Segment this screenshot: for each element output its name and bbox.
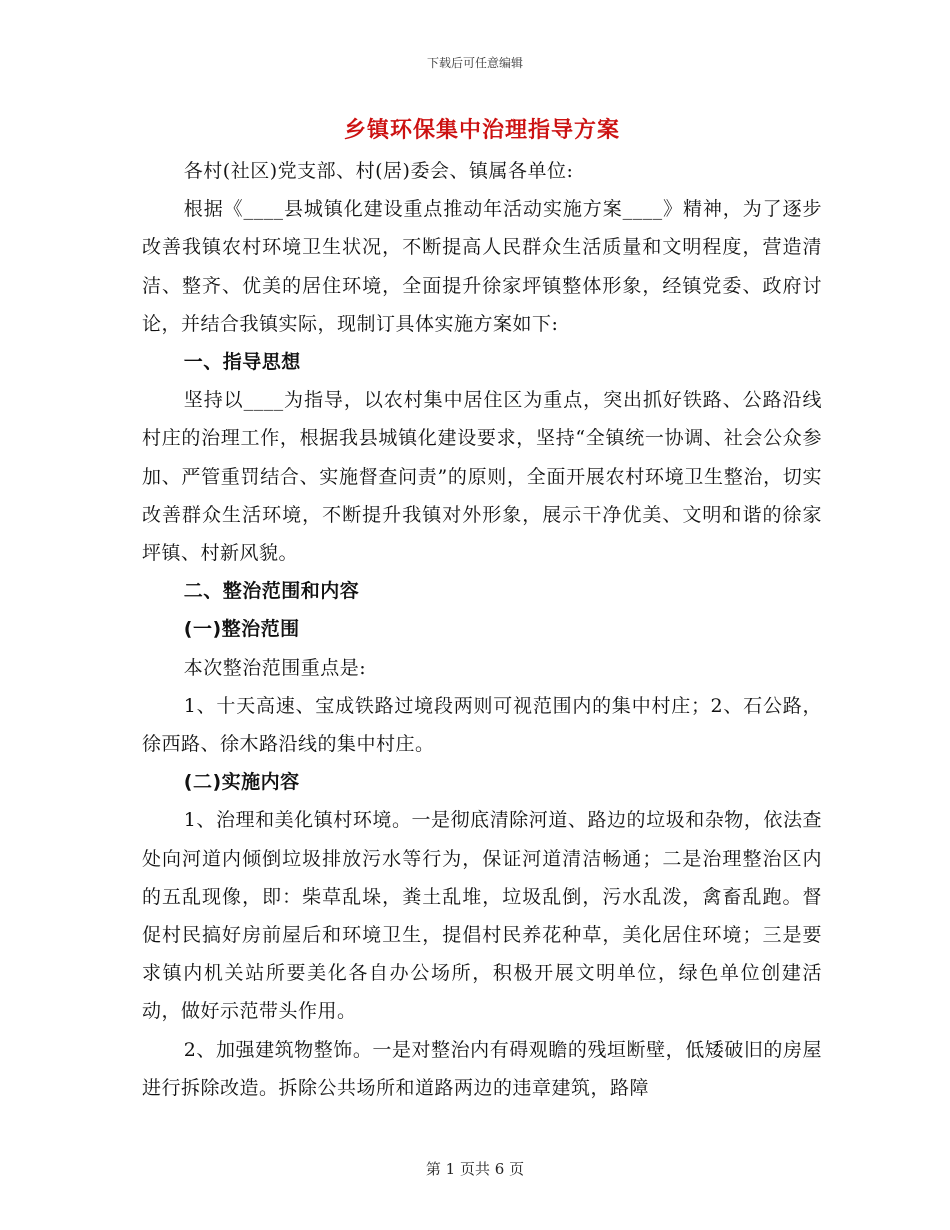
intro-paragraph: 根据《____县城镇化建设重点推动年活动实施方案____》精神，为了逐步改善我镇农村环境卫生状况，不断提高人民群众生活质量和文明程度，营造清洁、整齐、优美的居住环境，全面提升徐家坪镇整体形象，经镇党委、政府讨论，并结合我镇实际，现制订具体实施方案如下: — [142, 198, 822, 335]
document-body — [142, 108, 822, 1107]
salutation: 各村(社区)党支部、村(居)委会、镇属各单位: — [183, 160, 574, 182]
implementation-paragraph-2: 2、加强建筑物整饰。一是对整治内有碍观瞻的残垣断壁，低矮破旧的房屋进行拆除改造。拆除公共场所和道路两边的违章建筑，路障 — [142, 1038, 822, 1099]
section-heading-scope-content: 二、整治范围和内容 — [183, 580, 360, 603]
section-heading-guiding-principle: 一、指导思想 — [183, 351, 301, 374]
page-footer: 第 1 页共 6 页 — [425, 1160, 525, 1178]
scope-list-paragraph: 1、十天高速、宝成铁路过境段两则可视范围内的集中村庄；2、石公路，徐西路、徐木路沿线的集中村庄。 — [142, 694, 822, 756]
subsection-heading-implementation: (二)实施内容 — [183, 771, 300, 794]
guiding-principle-paragraph: 坚持以____为指导，以农村集中居住区为重点，突出抓好铁路、公路沿线村庄的治理工作，根据我县城镇化建设要求，坚持“全镇统一协调、社会公众参加、严管重罚结合、实施督查问责”的原则，全面开展农村环境卫生整治，切实改善群众生活环境，不断提升我镇对外形象，展示干净优美、文明和谐的徐家坪镇、村新风貌。 — [142, 389, 822, 565]
subsection-heading-scope: (一)整治范围 — [183, 618, 300, 641]
implementation-paragraph-1: 1、治理和美化镇村环境。一是彻底清除河道、路边的垃圾和杂物，依法查处向河道内倾倒垃圾排放污水等行为，保证河道清洁畅通；二是治理整治区内的五乱现像，即：柴草乱垛，粪土乱堆，垃圾乱倒，污水乱泼，禽畜乱跑。督促村民搞好房前屋后和环境卫生，提倡村民养花种草，美化居住环境；三是要求镇内机关站所要美化各自办公场所，积极开展文明单位，绿色单位创建活动，做好示范带头作用。 — [142, 809, 822, 1023]
scope-intro-paragraph: 本次整治范围重点是: — [183, 656, 367, 679]
page-header: 下载后可任意编辑 — [426, 56, 523, 70]
document-title: 乡镇环保集中治理指导方案 — [343, 117, 620, 143]
